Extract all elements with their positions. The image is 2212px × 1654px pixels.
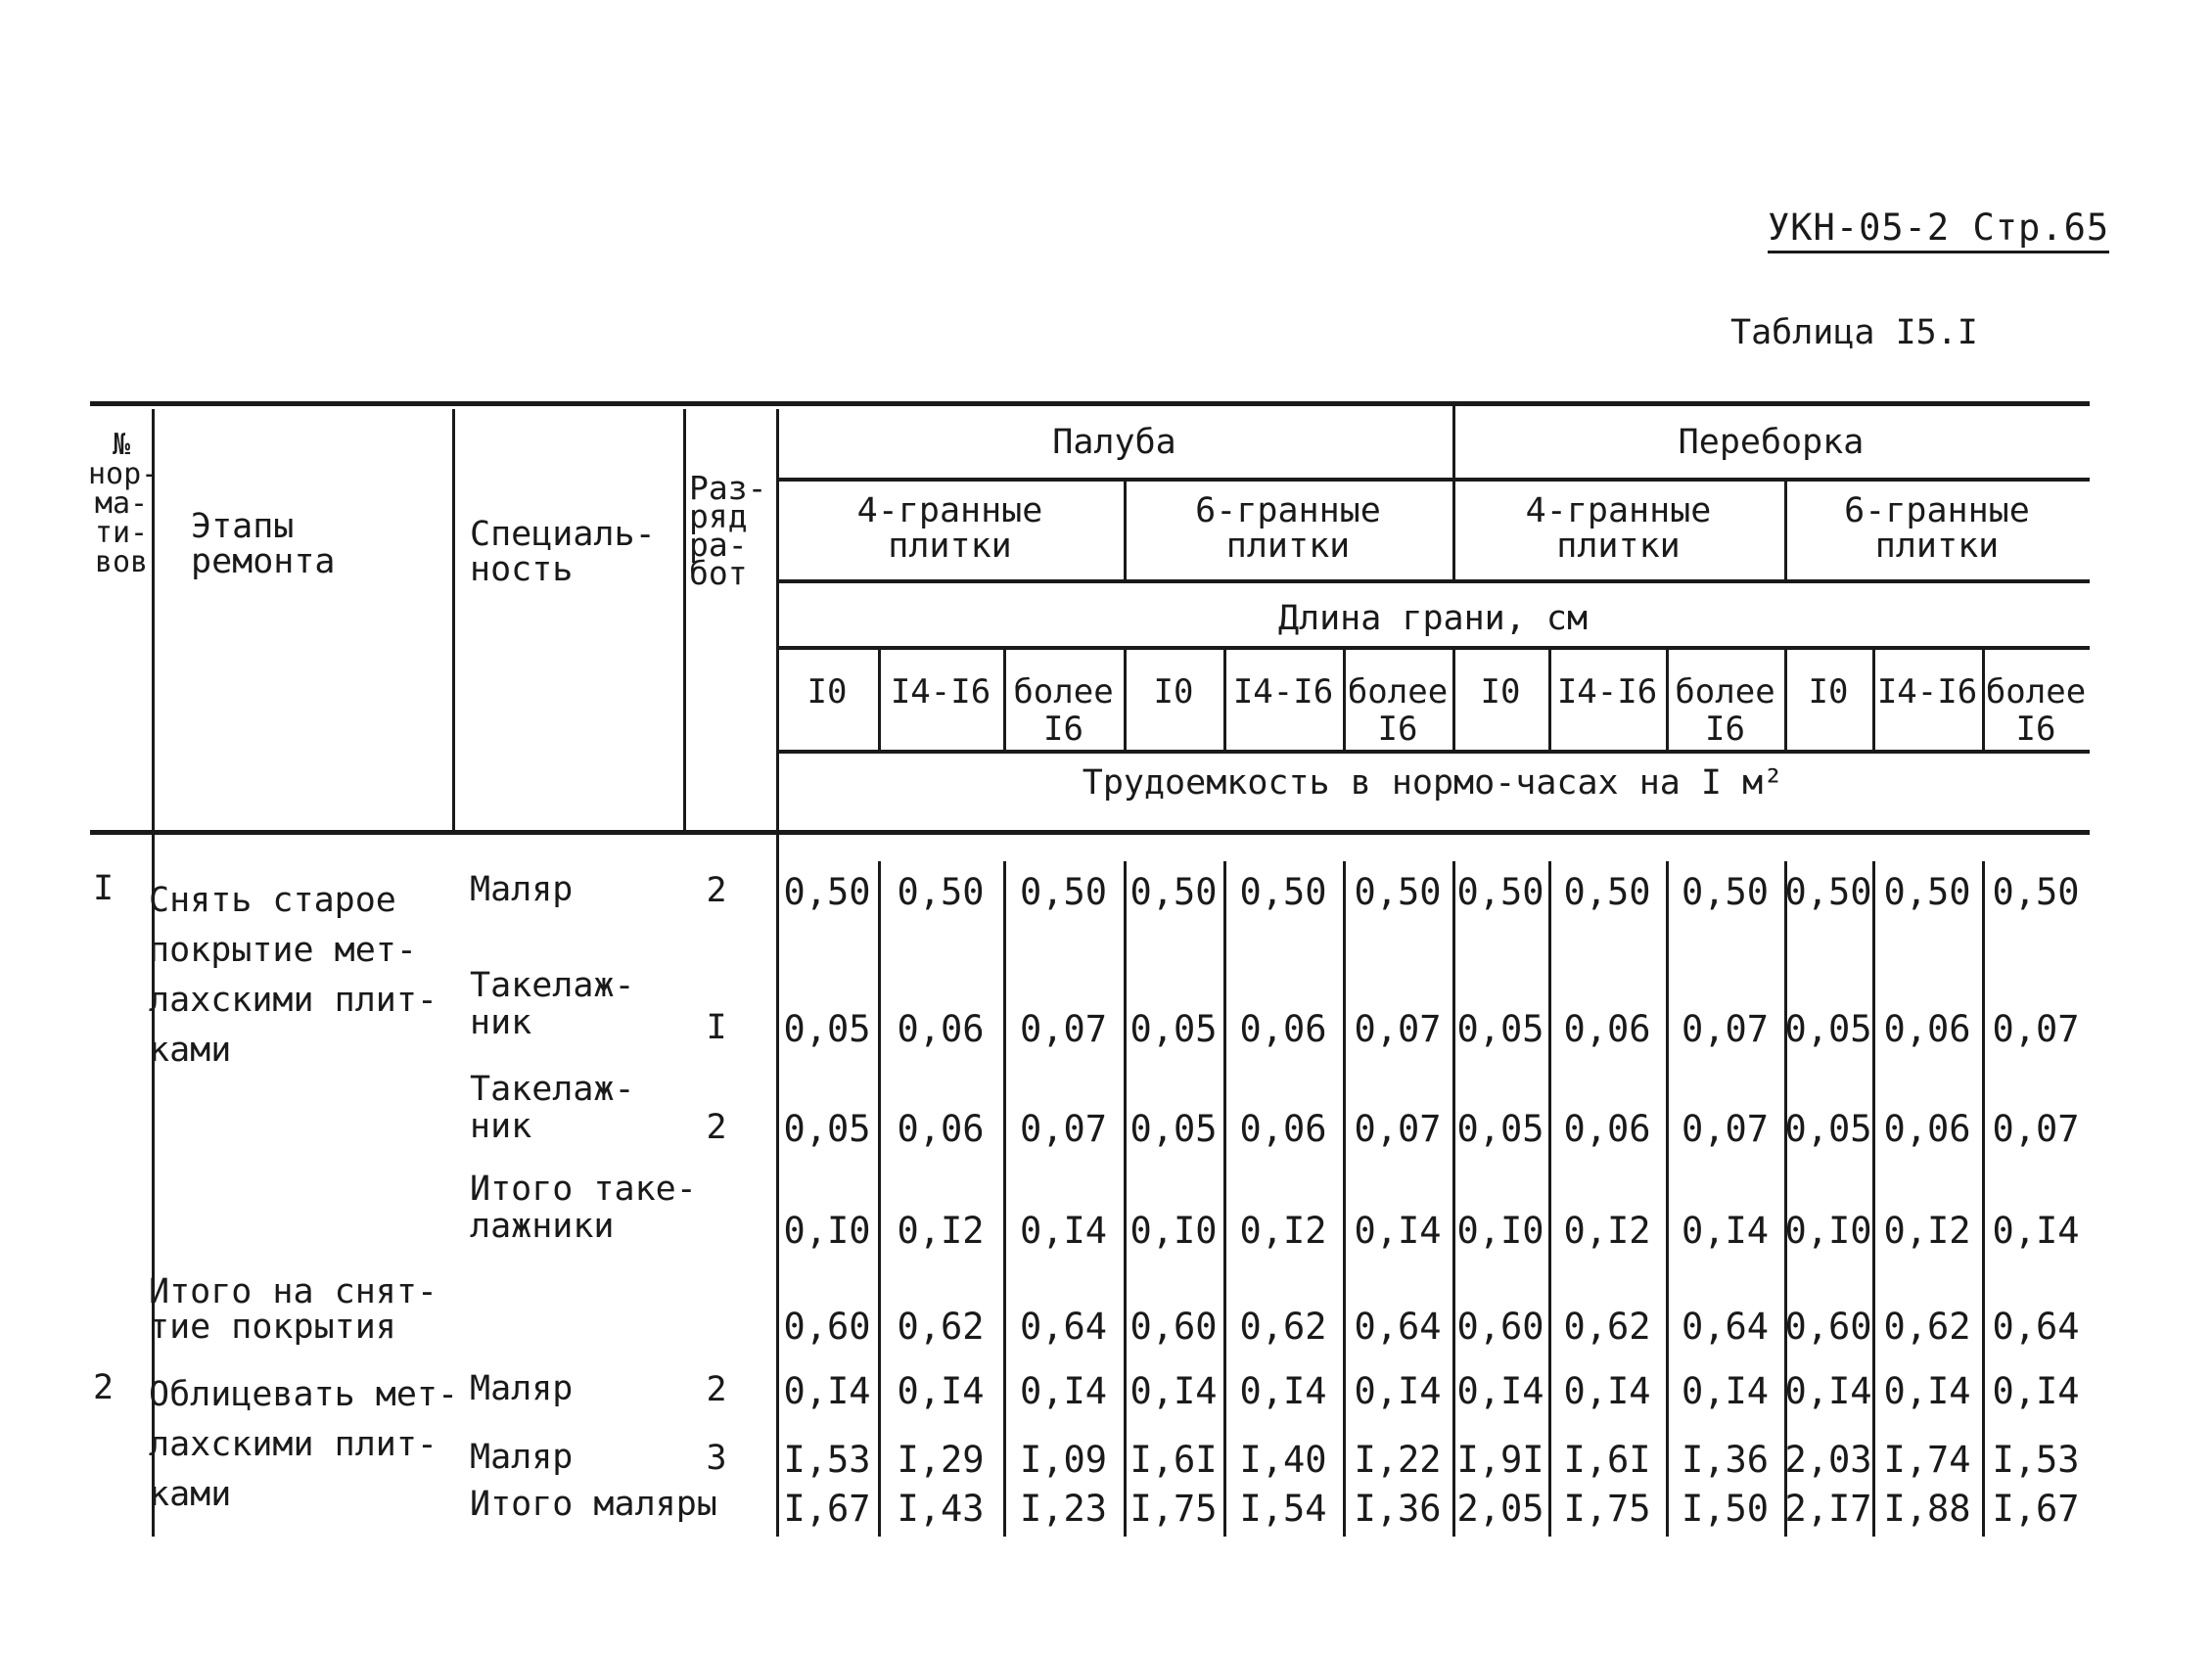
row-6-value-0: I,53 xyxy=(783,1439,871,1481)
header-specialty: Специаль- ность xyxy=(470,515,656,589)
header-stages: Этапы ремонта xyxy=(191,507,336,581)
row-1-value-2: 0,07 xyxy=(1019,1008,1108,1050)
header-bulkhead: Переборка xyxy=(1678,423,1865,462)
row-3-value-6: 0,I0 xyxy=(1456,1210,1544,1252)
row-5-value-9: 0,I4 xyxy=(1784,1370,1872,1412)
header-size-2: более I6 xyxy=(1013,672,1114,749)
data-col-rule-1 xyxy=(878,861,881,1537)
data-col-rule-8 xyxy=(1666,861,1669,1537)
header-size-3: I0 xyxy=(1153,672,1194,712)
header-size-6: I0 xyxy=(1480,672,1521,712)
row-2-value-0: 0,05 xyxy=(783,1108,871,1150)
row-5-value-1: 0,I4 xyxy=(897,1370,985,1412)
row-0-value-10: 0,50 xyxy=(1883,871,1971,913)
row-7-value-10: I,88 xyxy=(1883,1488,1971,1530)
data-col-rule-3 xyxy=(1124,861,1127,1537)
row-0-value-3: 0,50 xyxy=(1129,871,1218,913)
row-2-value-3: 0,05 xyxy=(1129,1108,1218,1150)
row-6-value-2: I,09 xyxy=(1019,1439,1108,1481)
header-edge-length: Длина грани, см xyxy=(1277,599,1589,638)
header-bulkhead-tile4: 4-гранные плитки xyxy=(1525,491,1712,566)
row-5-value-3: 0,I4 xyxy=(1129,1370,1218,1412)
header-deck-tile6: 6-гранные плитки xyxy=(1195,491,1381,566)
row-7-specialty: Итого маляры xyxy=(470,1485,717,1524)
row-7-value-6: 2,05 xyxy=(1456,1488,1544,1530)
row-4-value-5: 0,64 xyxy=(1354,1306,1442,1348)
header-size-11: более I6 xyxy=(1985,672,2087,749)
header-rule-2 xyxy=(776,579,2090,583)
header-rule-3 xyxy=(776,646,2090,650)
row-1-value-6: 0,05 xyxy=(1456,1008,1544,1050)
row-6-value-10: I,74 xyxy=(1883,1439,1971,1481)
row-0-grade: 2 xyxy=(706,871,727,910)
row-4-value-1: 0,62 xyxy=(897,1306,985,1348)
row-0-value-5: 0,50 xyxy=(1354,871,1442,913)
col-rule-3 xyxy=(683,409,686,830)
row-4-value-3: 0,60 xyxy=(1129,1306,1218,1348)
data-col-rule-7 xyxy=(1548,861,1551,1537)
row-2-value-11: 0,07 xyxy=(1992,1108,2080,1150)
header-rule-4 xyxy=(776,750,2090,754)
row-4-stage: Итого на снят- тие покрытия xyxy=(149,1272,438,1347)
header-bottom-rule xyxy=(90,830,2090,835)
row-4-value-7: 0,62 xyxy=(1563,1306,1651,1348)
row-7-value-7: I,75 xyxy=(1563,1488,1651,1530)
row-3-value-3: 0,I0 xyxy=(1129,1210,1218,1252)
row-1-value-5: 0,07 xyxy=(1354,1008,1442,1050)
row-6-value-1: I,29 xyxy=(897,1439,985,1481)
row-5-value-8: 0,I4 xyxy=(1681,1370,1770,1412)
row-1-value-11: 0,07 xyxy=(1992,1008,2080,1050)
row-2-value-9: 0,05 xyxy=(1784,1108,1872,1150)
row-4-value-0: 0,60 xyxy=(783,1306,871,1348)
row-0-value-1: 0,50 xyxy=(897,871,985,913)
row-0-value-6: 0,50 xyxy=(1456,871,1544,913)
row-3-value-2: 0,I4 xyxy=(1019,1210,1108,1252)
header-grade: Раз- ряд ра- бот xyxy=(689,469,767,592)
row-2-value-7: 0,06 xyxy=(1563,1108,1651,1150)
row-1-grade: I xyxy=(706,1008,727,1047)
row-1-value-9: 0,05 xyxy=(1784,1008,1872,1050)
row-7-value-1: I,43 xyxy=(897,1488,985,1530)
data-col-rule-9 xyxy=(1784,861,1787,1537)
row-2-value-5: 0,07 xyxy=(1354,1108,1442,1150)
row-3-value-5: 0,I4 xyxy=(1354,1210,1442,1252)
header-size-8: более I6 xyxy=(1675,672,1775,749)
row-2-value-2: 0,07 xyxy=(1019,1108,1108,1150)
row-1-value-10: 0,06 xyxy=(1883,1008,1971,1050)
header-norm-no: № нор- ма- ти- вов xyxy=(88,428,160,579)
data-col-rule-11 xyxy=(1982,861,1985,1537)
row-0-value-0: 0,50 xyxy=(783,871,871,913)
row-1-specialty: Такелаж- ник xyxy=(470,966,635,1042)
row-5-value-11: 0,I4 xyxy=(1992,1370,2080,1412)
row-1-value-1: 0,06 xyxy=(897,1008,985,1050)
row-2-specialty: Такелаж- ник xyxy=(470,1070,635,1146)
row-6-value-4: I,40 xyxy=(1239,1439,1327,1481)
row-5-value-4: 0,I4 xyxy=(1239,1370,1327,1412)
row-2-value-8: 0,07 xyxy=(1681,1108,1770,1150)
row-7-value-9: 2,I7 xyxy=(1784,1488,1872,1530)
row-5-stage: Облицевать мет- лахскими плит- ками xyxy=(149,1375,459,1514)
row-6-value-11: I,53 xyxy=(1992,1439,2080,1481)
row-0-value-8: 0,50 xyxy=(1681,871,1770,913)
table-top-rule xyxy=(90,401,2090,406)
document-code: УКН-05-2 Стр.65 xyxy=(1768,207,2109,253)
row-6-value-3: I,6I xyxy=(1129,1439,1218,1481)
row-6-grade: 3 xyxy=(706,1439,727,1478)
row-3-value-0: 0,I0 xyxy=(783,1210,871,1252)
row-5-value-6: 0,I4 xyxy=(1456,1370,1544,1412)
row-0-specialty: Маляр xyxy=(470,870,574,909)
row-7-value-5: I,36 xyxy=(1354,1488,1442,1530)
row-4-value-2: 0,64 xyxy=(1019,1306,1108,1348)
row-1-value-7: 0,06 xyxy=(1563,1008,1651,1050)
data-col-rule-2 xyxy=(1003,861,1006,1537)
row-3-value-10: 0,I2 xyxy=(1883,1210,1971,1252)
row-0-value-11: 0,50 xyxy=(1992,871,2080,913)
row-3-value-1: 0,I2 xyxy=(897,1210,985,1252)
row-5-specialty: Маляр xyxy=(470,1369,574,1408)
row-2-value-10: 0,06 xyxy=(1883,1108,1971,1150)
row-3-specialty: Итого таке- лажники xyxy=(470,1170,697,1246)
col-rule-4 xyxy=(776,409,779,1537)
header-rule-1 xyxy=(776,478,2090,482)
row-7-value-3: I,75 xyxy=(1129,1488,1218,1530)
row-6-value-9: 2,03 xyxy=(1784,1439,1872,1481)
row-6-value-5: I,22 xyxy=(1354,1439,1442,1481)
row-1-value-0: 0,05 xyxy=(783,1008,871,1050)
row-0-value-4: 0,50 xyxy=(1239,871,1327,913)
row-4-value-6: 0,60 xyxy=(1456,1306,1544,1348)
row-4-value-9: 0,60 xyxy=(1784,1306,1872,1348)
header-deck-tile4: 4-гранные плитки xyxy=(856,491,1043,566)
row-6-specialty: Маляр xyxy=(470,1438,574,1477)
row-1-value-4: 0,06 xyxy=(1239,1008,1327,1050)
row-2-value-1: 0,06 xyxy=(897,1108,985,1150)
row-2-grade: 2 xyxy=(706,1108,727,1147)
row-5-value-7: 0,I4 xyxy=(1563,1370,1651,1412)
data-col-rule-6 xyxy=(1452,861,1455,1537)
row-4-value-8: 0,64 xyxy=(1681,1306,1770,1348)
row-5-value-5: 0,I4 xyxy=(1354,1370,1442,1412)
row-0-value-9: 0,50 xyxy=(1784,871,1872,913)
row-7-value-2: I,23 xyxy=(1019,1488,1108,1530)
header-size-10: I4-I6 xyxy=(1876,672,1978,712)
row-7-value-4: I,54 xyxy=(1239,1488,1327,1530)
header-size-1: I4-I6 xyxy=(890,672,991,712)
row-3-value-9: 0,I0 xyxy=(1784,1210,1872,1252)
row-4-value-4: 0,62 xyxy=(1239,1306,1327,1348)
table-label: Таблица I5.I xyxy=(1730,313,1978,352)
row-2-value-4: 0,06 xyxy=(1239,1108,1327,1150)
row-0-value-7: 0,50 xyxy=(1563,871,1651,913)
row-5-no: 2 xyxy=(93,1368,115,1407)
row-3-value-4: 0,I2 xyxy=(1239,1210,1327,1252)
header-size-5: более I6 xyxy=(1347,672,1449,749)
row-3-value-7: 0,I2 xyxy=(1563,1210,1651,1252)
row-5-grade: 2 xyxy=(706,1370,727,1409)
header-size-0: I0 xyxy=(806,672,848,712)
row-0-stage: Снять старое покрытие мет- лахскими плит- ками xyxy=(149,881,438,1070)
row-4-value-11: 0,64 xyxy=(1992,1306,2080,1348)
row-7-value-0: I,67 xyxy=(783,1488,871,1530)
row-7-value-11: I,67 xyxy=(1992,1488,2080,1530)
row-0-value-2: 0,50 xyxy=(1019,871,1108,913)
header-labor: Трудоемкость в нормо-часах на I м² xyxy=(1082,763,1784,803)
row-5-value-10: 0,I4 xyxy=(1883,1370,1971,1412)
row-6-value-6: I,9I xyxy=(1456,1439,1544,1481)
data-col-rule-5 xyxy=(1343,861,1346,1537)
header-deck: Палуба xyxy=(1052,423,1176,462)
row-6-value-7: I,6I xyxy=(1563,1439,1651,1481)
row-5-value-2: 0,I4 xyxy=(1019,1370,1108,1412)
data-col-rule-10 xyxy=(1872,861,1875,1537)
row-5-value-0: 0,I4 xyxy=(783,1370,871,1412)
row-0-no: I xyxy=(93,869,115,908)
row-3-value-11: 0,I4 xyxy=(1992,1210,2080,1252)
row-4-value-10: 0,62 xyxy=(1883,1306,1971,1348)
row-1-value-8: 0,07 xyxy=(1681,1008,1770,1050)
header-size-9: I0 xyxy=(1808,672,1849,712)
row-6-value-8: I,36 xyxy=(1681,1439,1770,1481)
row-7-value-8: I,50 xyxy=(1681,1488,1770,1530)
row-1-value-3: 0,05 xyxy=(1129,1008,1218,1050)
header-size-4: I4-I6 xyxy=(1232,672,1334,712)
col-rule-2 xyxy=(452,409,455,830)
row-2-value-6: 0,05 xyxy=(1456,1108,1544,1150)
data-col-rule-4 xyxy=(1223,861,1226,1537)
header-bulkhead-tile6: 6-гранные плитки xyxy=(1844,491,2030,566)
row-3-value-8: 0,I4 xyxy=(1681,1210,1770,1252)
header-size-7: I4-I6 xyxy=(1556,672,1658,712)
